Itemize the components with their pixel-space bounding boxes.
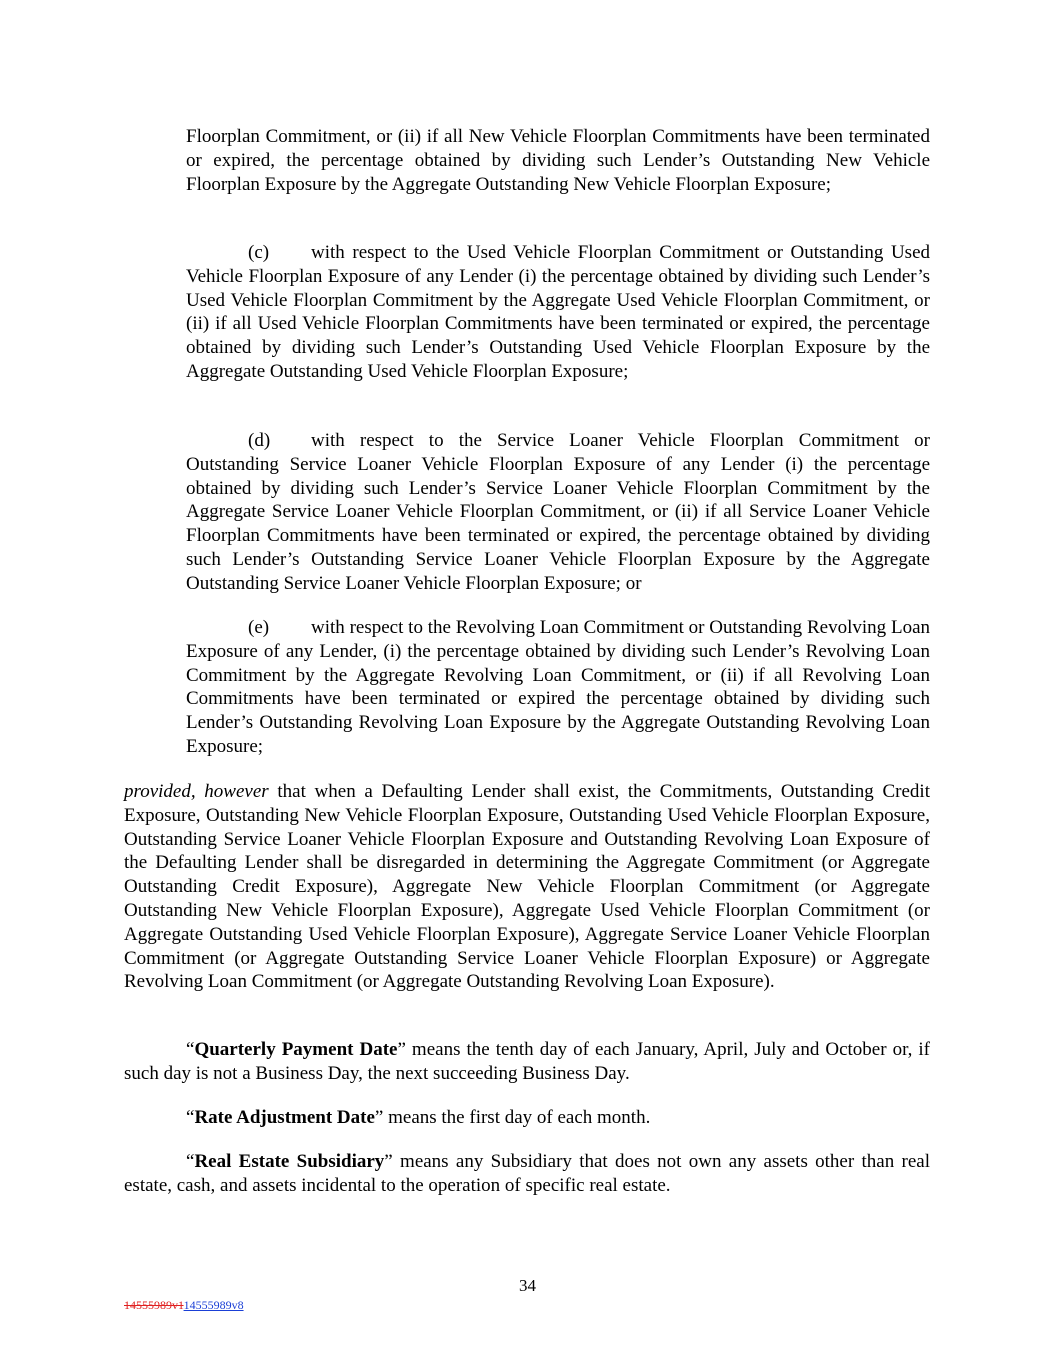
proviso-paragraph <box>124 780 930 994</box>
definition-quarterly-payment-date <box>124 1038 930 1086</box>
paragraph-c-label: (c) <box>248 242 270 263</box>
definition-close-quote: ” <box>397 1039 406 1060</box>
document-id-old: 14555989v1 <box>124 1298 184 1312</box>
proviso-lead: provided, however <box>124 781 269 802</box>
paragraph-b-continuation-text: Floorplan Commitment, or (ii) if all New Vehicle Floorplan Commitments have been terminated or expired, the percentage obtained by dividing such Lender’s Outstanding New Vehicle Floorplan Exposure by the Aggregate Outstanding New Vehicle Floorplan Exposure; <box>186 126 930 195</box>
definition-open-quote: “ <box>186 1151 195 1172</box>
paragraph-d-label: (d) <box>248 430 271 451</box>
definition-open-quote: “ <box>186 1039 195 1060</box>
definition-term: Rate Adjustment Date <box>194 1107 375 1128</box>
document-id <box>124 1298 244 1312</box>
definition-term: Quarterly Payment Date <box>194 1039 398 1060</box>
paragraph-c-text: with respect to the Used Vehicle Floorplan Commitment or Outstanding Used Vehicle Floorplan Exposure of any Lender (i) the percentage obtained by dividing such Lender’s Used Vehicle Floorplan Commitment by the Aggregate Used Vehicle Floorplan Commitment, or (ii) if all Used Vehicle Floorplan Commitments have been terminated or expired, the percentage obtained by dividing such Lender’s Outstanding Used Vehicle Floorplan Exposure by the Aggregate Outstanding Used Vehicle Floorplan Exposure; <box>186 242 930 382</box>
definition-term: Real Estate Subsidiary <box>194 1151 385 1172</box>
definition-text: means the tenth day of each January, April, July and October or, if such day is not a Business Day, the next succeeding Business Day. <box>124 1039 931 1084</box>
definition-close-quote: ” <box>384 1151 393 1172</box>
definition-text: means the first day of each month. <box>383 1107 651 1128</box>
paragraph-e <box>186 616 930 759</box>
paragraph-c <box>186 241 930 384</box>
paragraph-e-label: (e) <box>248 617 270 638</box>
page-number: 34 <box>519 1276 536 1295</box>
paragraph-b-continuation <box>186 125 930 196</box>
definition-text: means any Subsidiary that does not own any assets other than real estate, cash, and assets incidental to the operation of specific real estate. <box>124 1151 930 1196</box>
proviso-text: that when a Defaulting Lender shall exist, the Commitments, Outstanding Credit Exposure, Outstanding New Vehicle Floorplan Exposure, Outstanding Used Vehicle Floorplan Exposure, Outstanding Service Loaner Vehicle Floorplan Exposure and Outstanding Revolving Loan Exposure of the Defaulting Lender shall be disregarded in determining the Aggregate Commitment (or Aggregate Outstanding Credit Exposure), Aggregate New Vehicle Floorplan Commitment (or Aggregate Outstanding New Vehicle Floorplan Exposure), Aggregate Used Vehicle Floorplan Commitment (or Aggregate Outstanding Used Vehicle Floorplan Exposure), Aggregate Service Loaner Vehicle Floorplan Commitment (or Aggregate Outstanding Service Loaner Vehicle Floorplan Exposure) or Aggregate Revolving Loan Commitment (or Aggregate Outstanding Revolving Loan Exposure). <box>124 781 930 993</box>
paragraph-d <box>186 429 930 596</box>
paragraph-d-text: with respect to the Service Loaner Vehicle Floorplan Commitment or Outstanding Service Loaner Vehicle Floorplan Exposure of any Lender (i) the percentage obtained by dividing such Lender’s Service Loaner Vehicle Floorplan Commitment by the Aggregate Service Loaner Vehicle Floorplan Commitment, or (ii) if all Service Loaner Vehicle Floorplan Commitments have been terminated or expired, the percentage obtained by dividing such Lender’s Outstanding Service Loaner Vehicle Floorplan Exposure by the Aggregate Outstanding Service Loaner Vehicle Floorplan Exposure; or <box>186 430 930 594</box>
paragraph-e-text: with respect to the Revolving Loan Commitment or Outstanding Revolving Loan Exposure of any Lender, (i) the percentage obtained by dividing such Lender’s Revolving Loan Commitment by the Aggregate Revolving Loan Commitment, or (ii) if all Revolving Loan Commitments have been terminated or expired the percentage obtained by dividing such Lender’s Outstanding Revolving Loan Exposure by the Aggregate Outstanding Revolving Loan Exposure; <box>186 617 930 757</box>
document-id-new: 14555989v8 <box>183 1298 244 1312</box>
definition-open-quote: “ <box>186 1107 195 1128</box>
definition-close-quote: ” <box>374 1107 384 1128</box>
definition-real-estate-subsidiary <box>124 1150 930 1198</box>
definition-rate-adjustment-date <box>124 1106 930 1130</box>
